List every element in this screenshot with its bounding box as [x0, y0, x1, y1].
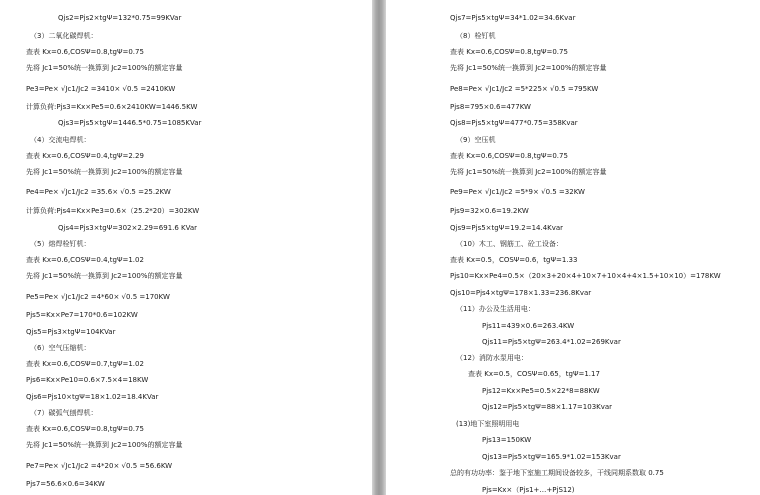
- text-line: 查表 Kx=0.6,COSΨ=0.8,tgΨ=0.75: [450, 48, 568, 56]
- text-line: （5）熔焊栓钉机：: [30, 240, 91, 248]
- text-line: 总的有功功率：鉴于地下室施工期间设备较多，干线同期系数取 0.75: [450, 469, 664, 477]
- text-line: 查表 Kx=0.6,COSΨ=0.7,tgΨ=1.02: [26, 360, 144, 368]
- text-line: Pe9=Pe× √Jc1/Jc2 =5*9× √0.5 =32KW: [450, 188, 585, 196]
- text-line: Pe8=Pe× √Jc1/Jc2 =5*225× √0.5 =795KW: [450, 85, 599, 93]
- text-line: 先将 Jc1=50%统一换算到 Jc2=100%的额定容量: [26, 64, 183, 72]
- text-line: Pjs9=32×0.6=19.2KW: [450, 207, 529, 215]
- text-line: （12）消防水泵用电：: [456, 354, 528, 362]
- text-line: 先将 Jc1=50%统一换算到 Jc2=100%的额定容量: [450, 64, 607, 72]
- text-line: Qjs10=Pjs4×tgΨ=178×1.33=236.8Kvar: [450, 289, 592, 297]
- text-line: Pe5=Pe× √Jc1/Jc2 =4*60× √0.5 =170KW: [26, 293, 170, 301]
- text-line: Pjs5=Kx×Pe7=170*0.6=102KW: [26, 311, 138, 319]
- text-line: （8）栓钉机: [456, 32, 496, 40]
- text-line: Qjs6=Pjs10×tgΨ=18×1.02=18.4KVar: [26, 393, 159, 401]
- text-line: Qjs13=Pjs5×tgΨ=165.9*1.02=153Kvar: [482, 453, 621, 461]
- text-line: 查表 Kx=0.5，COSΨ=0.65，tgΨ=1.17: [468, 370, 600, 378]
- text-line: Qjs7=Pjs5×tgΨ=34*1.02=34.6Kvar: [450, 14, 576, 22]
- text-line: Pjs6=Kx×Pe10=0.6×7.5×4=18KW: [26, 376, 149, 384]
- text-line: Pjs10=Kx×Pe4=0.5×（20×3+20×4+10×7+10×4+4×1.5+10×10）=178KW: [450, 272, 721, 280]
- text-line: Qjs4=Pjs3×tgΨ=302×2.29=691.6 KVar: [58, 224, 198, 232]
- text-line: 先将 Jc1=50%统一换算到 Jc2=100%的额定容量: [450, 168, 607, 176]
- text-line: Pjs=Kx×（Pjs1+…+PjS12): [482, 486, 575, 494]
- text-line: （4）交流电焊机：: [30, 136, 91, 144]
- text-line: 查表 Kx=0.6,COSΨ=0.4,tgΨ=1.02: [26, 256, 144, 264]
- text-line: Pe4=Pe× √Jc1/Jc2 =35.6× √0.5 =25.2KW: [26, 188, 171, 196]
- text-line: 先将 Jc1=50%统一换算到 Jc2=100%的额定容量: [26, 168, 183, 176]
- text-line: Pe3=Pe× √Jc1/Jc2 =3410× √0.5 =2410KW: [26, 85, 176, 93]
- page-gutter: [372, 0, 386, 495]
- text-line: Qjs8=Pjs5×tgΨ=477*0.75=358Kvar: [450, 119, 578, 127]
- text-line: （10）木工、钢筋工、砼工设备：: [456, 240, 563, 248]
- text-line: 先将 Jc1=50%统一换算到 Jc2=100%的额定容量: [26, 441, 183, 449]
- text-line: Qjs9=Pjs5×tgΨ=19.2=14.4Kvar: [450, 224, 564, 232]
- text-line: (13)地下室照明用电: [456, 420, 520, 428]
- text-line: Qjs5=Pjs3×tgΨ=104KVar: [26, 328, 116, 336]
- text-line: Pjs13=150KW: [482, 436, 532, 444]
- text-line: （3）二氧化碳焊机：: [30, 32, 98, 40]
- text-line: Qjs2=Pjs2×tgΨ=132*0.75=99KVar: [58, 14, 182, 22]
- text-line: 计算负荷:Pjs3=Kx×Pe5=0.6×2410KW=1446.5KW: [26, 103, 198, 111]
- text-line: Pjs11=439×0.6=263.4KW: [482, 322, 575, 330]
- document-page-right: [386, 0, 760, 495]
- text-line: Pjs12=Kx×Pe5=0.5×22*8=88KW: [482, 387, 600, 395]
- text-line: Qjs12=Pjs5×tgΨ=88×1.17=103Kvar: [482, 403, 613, 411]
- text-line: 先将 Jc1=50%统一换算到 Jc2=100%的额定容量: [26, 272, 183, 280]
- text-line: Pjs8=795×0.6=477KW: [450, 103, 531, 111]
- text-line: （6）空气压缩机：: [30, 344, 91, 352]
- text-line: 计算负荷:Pjs4=Kx×Pe3=0.6×（25.2*20）=302KW: [26, 207, 200, 215]
- text-line: （7）碳弧气刨焊机：: [30, 409, 98, 417]
- text-line: Qjs3=Pjs5×tgΨ=1446.5*0.75=1085KVar: [58, 119, 202, 127]
- text-line: 查表 Kx=0.6,COSΨ=0.4,tgΨ=2.29: [26, 152, 144, 160]
- text-line: 查表 Kx=0.5，COSΨ=0.6，tgΨ=1.33: [450, 256, 578, 264]
- text-line: 查表 Kx=0.6,COSΨ=0.8,tgΨ=0.75: [26, 48, 144, 56]
- text-line: Pe7=Pe× √Jc1/Jc2 =4*20× √0.5 =56.6KW: [26, 462, 173, 470]
- text-line: Pjs7=56.6×0.6=34KW: [26, 480, 105, 488]
- text-line: Qjs11=Pjs5×tgΨ=263.4*1.02=269Kvar: [482, 338, 621, 346]
- text-line: （9）空压机: [456, 136, 496, 144]
- document-page-left: [0, 0, 372, 495]
- text-line: 查表 Kx=0.6,COSΨ=0.8,tgΨ=0.75: [450, 152, 568, 160]
- text-line: （11）办公及生活用电：: [456, 305, 535, 313]
- text-line: 查表 Kx=0.6,COSΨ=0.8,tgΨ=0.75: [26, 425, 144, 433]
